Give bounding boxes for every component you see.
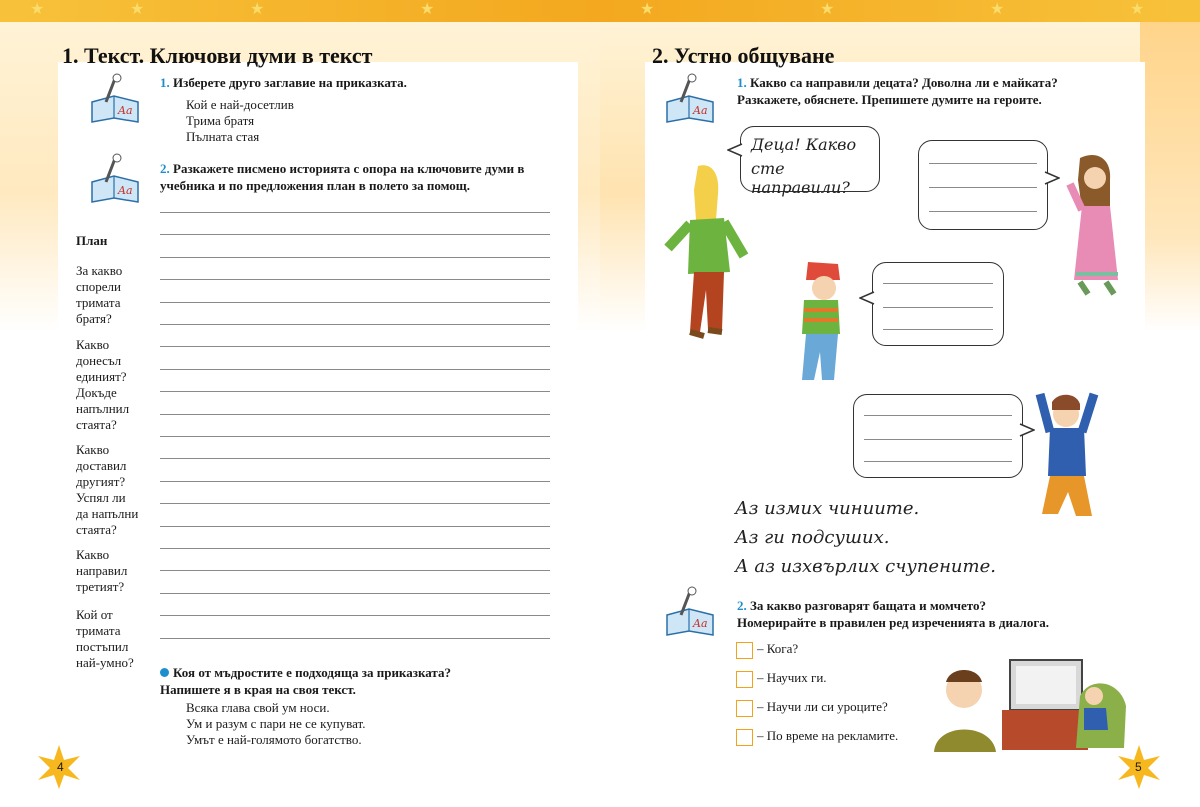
dialogue-text: – Научи ли си уроците? <box>757 699 888 714</box>
plan-line: За какво <box>76 263 123 278</box>
number-box[interactable] <box>736 671 753 688</box>
writing-book-icon <box>663 72 719 128</box>
plan-line: спорели <box>76 279 121 294</box>
plan-question-5 <box>76 607 134 671</box>
dialogue-text: – По време на рекламите. <box>757 728 899 743</box>
proverb-list <box>186 700 366 748</box>
writing-line[interactable] <box>160 638 550 639</box>
script-line: Аз ги подсуших. <box>735 527 890 548</box>
plan-question-3 <box>76 442 138 538</box>
plan-line: Кой от <box>76 607 113 622</box>
writing-line[interactable] <box>160 593 550 594</box>
plan-question-4 <box>76 547 127 595</box>
plan-line: Успял ли <box>76 490 126 505</box>
writing-line[interactable] <box>160 346 550 347</box>
dialogue-item <box>736 640 798 659</box>
speech-bubble-mother <box>740 126 880 197</box>
writing-line[interactable] <box>160 458 550 459</box>
speech-bubble-boy1[interactable] <box>872 262 1004 346</box>
plan-heading: План <box>76 233 108 248</box>
star-icon: ★ <box>250 1 265 18</box>
writing-line[interactable] <box>160 570 550 571</box>
plan-line: третият? <box>76 579 125 594</box>
dialogue-text: – Научих ги. <box>757 670 827 685</box>
task-text: Коя от мъдростите е подходяща за приказката? <box>173 665 451 680</box>
top-decorative-band <box>0 0 1200 22</box>
writing-line[interactable] <box>160 302 550 303</box>
plan-line: донесъл <box>76 353 122 368</box>
star-icon: ★ <box>640 1 655 18</box>
plan-line: най-умно? <box>76 655 134 670</box>
star-icon: ★ <box>30 1 45 18</box>
task-text: За какво разговарят бащата и момчето? <box>750 598 986 613</box>
task-text: Какво са направили децата? Доволна ли е майката? <box>750 75 1058 90</box>
task-text: Изберете друго заглавие на приказката. <box>173 75 407 90</box>
proverb: Ум и разум с пари не се купуват. <box>186 716 366 731</box>
svg-text:Aa: Aa <box>693 104 708 117</box>
writing-line[interactable] <box>160 279 550 280</box>
plan-line: другият? <box>76 474 126 489</box>
svg-text:Aa: Aa <box>118 104 133 117</box>
star-icon: ★ <box>420 1 435 18</box>
speech-bubble-boy2[interactable] <box>853 394 1023 478</box>
bullet-icon <box>160 668 169 677</box>
writing-line[interactable] <box>160 234 550 235</box>
task-text: учебника и по предложения план в полето за помощ. <box>160 178 471 193</box>
plan-line: напълнил <box>76 401 130 416</box>
speech-text: сте направили? <box>751 159 850 197</box>
writing-line[interactable] <box>160 436 550 437</box>
right-task-2-instruction <box>737 597 1049 631</box>
number-box[interactable] <box>736 700 753 717</box>
writing-line[interactable] <box>160 503 550 504</box>
plan-line: единият? <box>76 369 127 384</box>
svg-text:Aa: Aa <box>118 184 133 197</box>
bubble-tail <box>859 290 875 306</box>
speech-bubble-girl[interactable] <box>918 140 1048 230</box>
task-number: 2. <box>737 598 747 613</box>
page-number-right: 5 <box>1135 760 1142 774</box>
right-task-1-instruction <box>737 74 1058 108</box>
task-number: 1. <box>160 75 170 90</box>
plan-line: тримата <box>76 295 121 310</box>
writing-book-icon <box>663 585 719 641</box>
plan-question-1 <box>76 263 122 327</box>
star-icon: ★ <box>990 1 1005 18</box>
writing-line[interactable] <box>160 414 550 415</box>
proverb: Умът е най-голямото богатство. <box>186 732 362 747</box>
dialogue-text: – Кога? <box>757 641 799 656</box>
task-1-instruction <box>160 74 407 91</box>
plan-line: постъпил <box>76 639 129 654</box>
task-text: Номерирайте в правилен ред изреченията в диалога. <box>737 615 1049 630</box>
svg-text:Aa: Aa <box>693 617 708 630</box>
writing-line[interactable] <box>160 548 550 549</box>
title-option: Пълната стая <box>186 129 260 144</box>
plan-line: направил <box>76 563 128 578</box>
page-title-left: 1. Текст. Ключови думи в текст <box>62 43 373 68</box>
girl-illustration <box>1060 150 1130 300</box>
writing-line[interactable] <box>160 257 550 258</box>
task-number: 2. <box>160 161 170 176</box>
task-text: Напишете я в края на своя текст. <box>160 682 356 697</box>
page-edge-decoration <box>1140 22 1200 332</box>
writing-line[interactable] <box>160 324 550 325</box>
mother-illustration <box>660 160 750 350</box>
script-line: А аз изхвърлих счупените. <box>735 556 996 577</box>
father-and-son-tv-illustration <box>920 656 1130 752</box>
star-icon: ★ <box>820 1 835 18</box>
number-box[interactable] <box>736 642 753 659</box>
plan-line: доставил <box>76 458 127 473</box>
title-options <box>186 97 294 145</box>
star-icon: ★ <box>1130 1 1145 18</box>
title-option: Кой е най-досетлив <box>186 97 294 112</box>
writing-line[interactable] <box>160 526 550 527</box>
dialogue-item <box>736 669 827 688</box>
writing-line[interactable] <box>160 391 550 392</box>
plan-line: Какво <box>76 547 110 562</box>
title-option: Трима братя <box>186 113 255 128</box>
proverb: Всяка глава свой ум носи. <box>186 700 330 715</box>
plan-question-2 <box>76 337 129 433</box>
plan-line: стаята? <box>76 522 117 537</box>
writing-line[interactable] <box>160 212 550 213</box>
plan-line: тримата <box>76 623 121 638</box>
star-icon: ★ <box>130 1 145 18</box>
script-line: Аз измих чиниите. <box>735 498 920 519</box>
plan-line: Какво <box>76 442 110 457</box>
task-2-instruction <box>160 160 560 194</box>
bubble-tail <box>727 142 743 158</box>
plan-line: да напълни <box>76 506 139 521</box>
number-box[interactable] <box>736 729 753 746</box>
writing-book-icon <box>88 152 144 208</box>
dialogue-item <box>736 727 898 746</box>
page-number-left: 4 <box>57 760 64 774</box>
speech-text: Деца! Какво <box>751 135 857 154</box>
plan-line: братя? <box>76 311 112 326</box>
bubble-tail <box>1044 170 1060 186</box>
writing-book-icon <box>88 72 144 128</box>
task-3-instruction <box>160 664 451 698</box>
dialogue-item <box>736 698 888 717</box>
writing-line[interactable] <box>160 481 550 482</box>
boy-with-cap-illustration <box>780 256 860 386</box>
plan-line: стаята? <box>76 417 117 432</box>
plan-line: Какво <box>76 337 110 352</box>
writing-line[interactable] <box>160 615 550 616</box>
page-title-right: 2. Устно общуване <box>652 43 835 68</box>
task-text: Разкажете, обяснете. Препишете думите на героите. <box>737 92 1042 107</box>
boy-waving-illustration <box>1022 384 1112 524</box>
plan-line: Докъде <box>76 385 117 400</box>
writing-line[interactable] <box>160 369 550 370</box>
task-text: Разкажете писмено историята с опора на ключовите думи в <box>173 161 525 176</box>
task-number: 1. <box>737 75 747 90</box>
